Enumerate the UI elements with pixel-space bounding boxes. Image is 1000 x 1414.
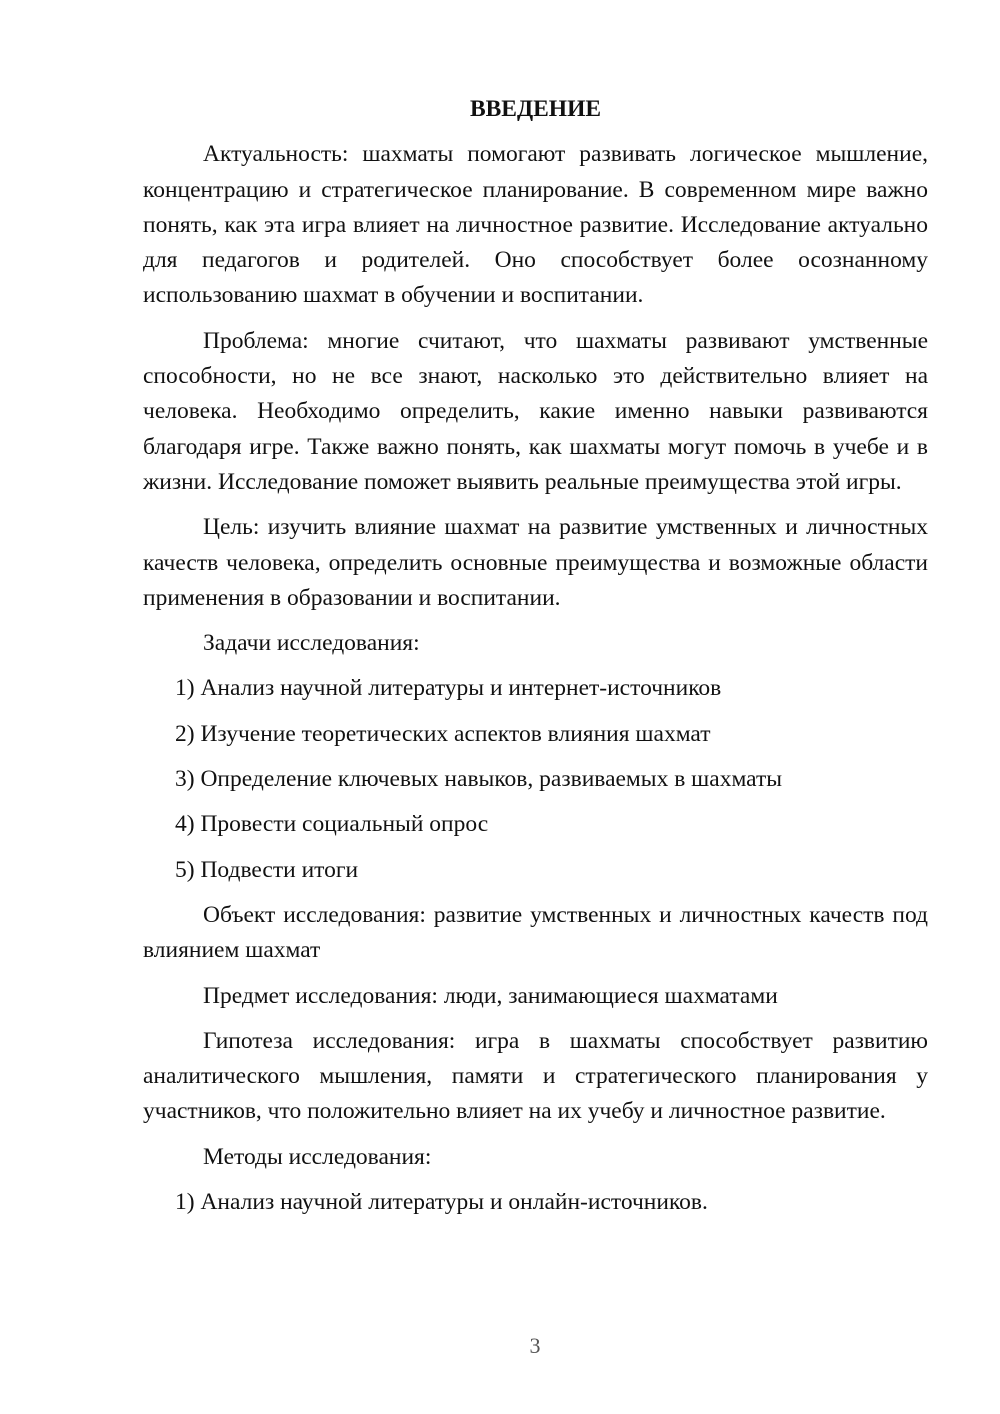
tasks-list <box>143 671 928 887</box>
methods-list <box>143 1185 928 1220</box>
tasks-heading: Задачи исследования: <box>203 630 420 657</box>
list-item: 1) Анализ научной литературы и интернет-источников <box>175 675 722 702</box>
problem-paragraph: Проблема: многие считают, что шахматы развивают умственные способности, но не все знают, насколько это действительно влияет на человека. Необходимо определить, какие именно навыки развиваются благодаря игре. Также важно понять, как шахматы могут помочь в учебе и в жизни. Исследование поможет выявить реальные преимущества этой игры. <box>143 327 928 495</box>
list-item: 3) Определение ключевых навыков, развиваемых в шахматы <box>175 766 783 793</box>
list-item: 5) Подвести итоги <box>175 856 359 883</box>
methods-heading: Методы исследования: <box>203 1143 432 1170</box>
section-title: ВВЕДЕНИЕ <box>469 96 602 122</box>
list-item: 2) Изучение теоретических аспектов влияния шахмат <box>175 720 711 747</box>
relevance-paragraph: Актуальность: шахматы помогают развивать логическое мышление, концентрацию и стратегическое планирование. В современном мире важно понять, как эта игра влияет на личностное развитие. Исследование актуально для педагогов и родителей. Оно способствует более осознанному использованию шахмат в обучении и воспитании. <box>143 141 928 309</box>
subject-paragraph: Предмет исследования: люди, занимающиеся шахматами <box>203 982 778 1009</box>
page-content <box>143 92 928 1230</box>
list-item: 1) Анализ научной литературы и онлайн-источников. <box>175 1189 708 1216</box>
hypothesis-paragraph: Гипотеза исследования: игра в шахматы способствует развитию аналитического мышления, памяти и стратегического планирования у участников, что положительно влияет на их учебу и личностное развитие. <box>143 1027 928 1125</box>
goal-paragraph: Цель: изучить влияние шахмат на развитие умственных и личностных качеств человека, определить основные преимущества и возможные области применения в образовании и воспитании. <box>143 514 928 611</box>
object-paragraph: Объект исследования: развитие умственных и личностных качеств под влиянием шахмат <box>143 901 928 964</box>
list-item: 4) Провести социальный опрос <box>175 811 489 838</box>
page-number: 3 <box>529 1333 541 1358</box>
